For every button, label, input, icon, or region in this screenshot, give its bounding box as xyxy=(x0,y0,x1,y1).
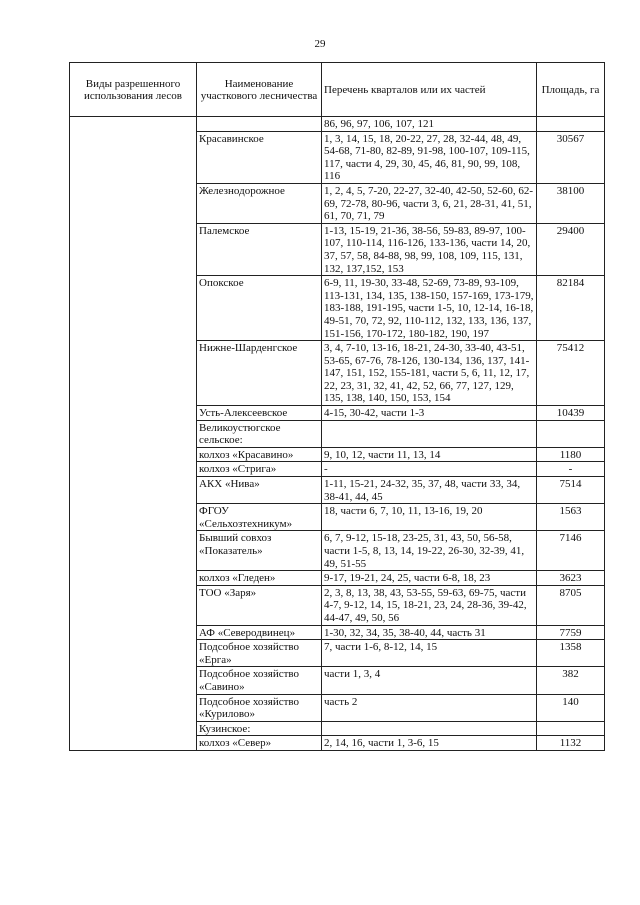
area-cell: 30567 xyxy=(537,131,605,183)
quarters-cell: 1-30, 32, 34, 35, 38-40, 44, часть 31 xyxy=(322,625,537,640)
area-cell: 7759 xyxy=(537,625,605,640)
quarters-cell: 2, 3, 8, 13, 38, 43, 53-55, 59-63, 69-75, части 4-7, 9-12, 14, 15, 18-21, 23, 24, 28-36, 39-42, 44-47, 49, 50, 56 xyxy=(322,585,537,625)
quarters-cell: 9, 10, 12, части 11, 13, 14 xyxy=(322,447,537,462)
quarters-cell: 1-13, 15-19, 21-36, 38-56, 59-83, 89-97, 100-107, 110-114, 116-126, 133-136, части 14, 20, 37, 57, 58, 84-88, 98, 99, 108, 109, 115, 131, 132, 137,152, 153 xyxy=(322,223,537,275)
area-cell: 8705 xyxy=(537,585,605,625)
quarters-cell: 7, части 1-6, 8-12, 14, 15 xyxy=(322,640,537,667)
forestry-name-cell: колхоз «Стрига» xyxy=(197,462,322,477)
use-type-cell xyxy=(70,117,197,751)
forestry-name-cell: АКХ «Нива» xyxy=(197,477,322,504)
forestry-name-cell: Опокское xyxy=(197,276,322,341)
table-header-row xyxy=(70,63,605,117)
forestry-name-cell: колхоз «Красавино» xyxy=(197,447,322,462)
area-cell: 1132 xyxy=(537,736,605,751)
area-cell: 38100 xyxy=(537,183,605,223)
table-row xyxy=(70,117,605,132)
area-cell: 7514 xyxy=(537,477,605,504)
header-quarters: Перечень кварталов или их частей xyxy=(322,63,537,117)
page-number: 29 xyxy=(314,38,326,50)
header-use-type: Виды разрешенного использования лесов xyxy=(70,63,197,117)
forestry-name-cell: Подсобное хозяйство «Савино» xyxy=(197,667,322,694)
quarters-cell: 86, 96, 97, 106, 107, 121 xyxy=(322,117,537,132)
forestry-name-cell: Усть-Алексеевское xyxy=(197,406,322,421)
quarters-cell: - xyxy=(322,462,537,477)
forestry-name-cell: Нижне-Шарденгское xyxy=(197,341,322,406)
forestry-name-cell: Великоустюгское сельское: xyxy=(197,420,322,447)
area-cell: 29400 xyxy=(537,223,605,275)
area-cell: 140 xyxy=(537,694,605,721)
quarters-cell: 1, 3, 14, 15, 18, 20-22, 27, 28, 32-44, 48, 49, 54-68, 71-80, 82-89, 91-98, 100-107, 109-115, 117, части 4, 29, 30, 45, 46, 81, 90, 99, 108, 116 xyxy=(322,131,537,183)
area-cell xyxy=(537,117,605,132)
quarters-cell: 4-15, 30-42, части 1-3 xyxy=(322,406,537,421)
area-cell: 82184 xyxy=(537,276,605,341)
quarters-cell: часть 2 xyxy=(322,694,537,721)
header-area: Площадь, га xyxy=(537,63,605,117)
forest-quarters-table xyxy=(69,62,605,751)
forestry-name-cell: ТОО «Заря» xyxy=(197,585,322,625)
area-cell: 1180 xyxy=(537,447,605,462)
area-cell xyxy=(537,721,605,736)
forestry-name-cell: Красавинское xyxy=(197,131,322,183)
forestry-name-cell: Палемское xyxy=(197,223,322,275)
forestry-name-cell: Подсобное хозяйство «Курилово» xyxy=(197,694,322,721)
table-body xyxy=(70,117,605,751)
quarters-cell: 18, части 6, 7, 10, 11, 13-16, 19, 20 xyxy=(322,504,537,531)
quarters-cell xyxy=(322,721,537,736)
quarters-cell: 6, 7, 9-12, 15-18, 23-25, 31, 43, 50, 56-58, части 1-5, 8, 13, 14, 19-22, 26-30, 32-39, 41, 49, 51-55 xyxy=(322,531,537,571)
area-cell: 382 xyxy=(537,667,605,694)
forestry-name-cell: АФ «Северодвинец» xyxy=(197,625,322,640)
forestry-name-cell: Железнодорожное xyxy=(197,183,322,223)
quarters-cell: 2, 14, 16, части 1, 3-6, 15 xyxy=(322,736,537,751)
area-cell xyxy=(537,420,605,447)
forestry-name-cell: Бывший совхоз «Показатель» xyxy=(197,531,322,571)
quarters-cell xyxy=(322,420,537,447)
area-cell: 1358 xyxy=(537,640,605,667)
area-cell: 7146 xyxy=(537,531,605,571)
quarters-cell: 3, 4, 7-10, 13-16, 18-21, 24-30, 33-40, 43-51, 53-65, 67-76, 78-126, 130-134, 136, 137, 141-147, 151, 152, 155-181, части 5, 6, 11, 12, 17, 22, 23, 31, 32, 41, 42, 52, 66, 77, 127, 129, 135, 138, 140, 150, 153, 154 xyxy=(322,341,537,406)
area-cell: 1563 xyxy=(537,504,605,531)
quarters-cell: части 1, 3, 4 xyxy=(322,667,537,694)
quarters-cell: 9-17, 19-21, 24, 25, части 6-8, 18, 23 xyxy=(322,571,537,586)
forestry-name-cell: Подсобное хозяйство «Ерга» xyxy=(197,640,322,667)
area-cell: 75412 xyxy=(537,341,605,406)
area-cell: 3623 xyxy=(537,571,605,586)
area-cell: - xyxy=(537,462,605,477)
header-forestry-name: Наименование участкового лесничества xyxy=(197,63,322,117)
quarters-cell: 6-9, 11, 19-30, 33-48, 52-69, 73-89, 93-109, 113-131, 134, 135, 138-150, 157-169, 173-179, 183-188, 191-195, части 1-5, 10, 12-14, 16-18, 49-51, 70, 72, 92, 110-112, 132, 133, 136, 137, 151-156, 170-172, 180-182, 190, 197 xyxy=(322,276,537,341)
area-cell: 10439 xyxy=(537,406,605,421)
forestry-name-cell xyxy=(197,117,322,132)
quarters-cell: 1-11, 15-21, 24-32, 35, 37, 48, части 33, 34, 38-41, 44, 45 xyxy=(322,477,537,504)
forestry-name-cell: Кузинское: xyxy=(197,721,322,736)
forestry-name-cell: колхоз «Гледен» xyxy=(197,571,322,586)
quarters-cell: 1, 2, 4, 5, 7-20, 22-27, 32-40, 42-50, 52-60, 62-69, 72-78, 80-96, части 3, 6, 21, 28-31, 41, 51, 61, 70, 71, 79 xyxy=(322,183,537,223)
forestry-name-cell: колхоз «Север» xyxy=(197,736,322,751)
forestry-name-cell: ФГОУ «Сельхозтехникум» xyxy=(197,504,322,531)
